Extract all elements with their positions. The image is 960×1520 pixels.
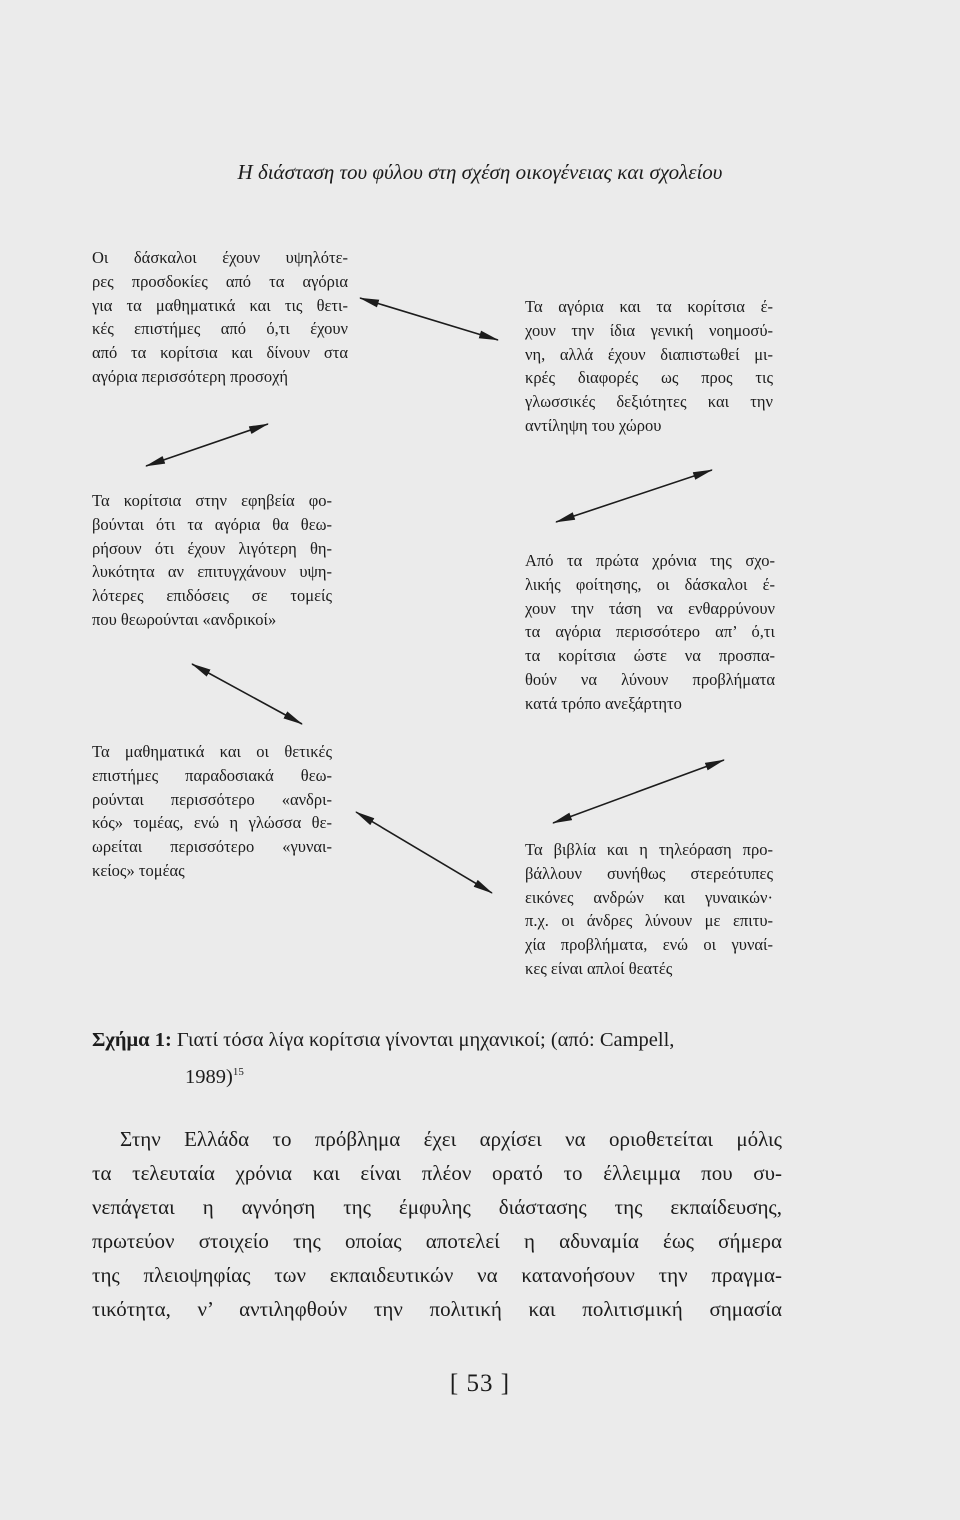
running-header: Η διάσταση του φύλου στη σχέση οικογένειας και σχολείου	[237, 160, 723, 184]
body-line: της πλειοψηφίας των εκπαιδευτικών να κατανοήσουν την πραγμα-	[92, 1263, 782, 1287]
box-line: που θεωρούνται «ανδρικοί»	[92, 609, 277, 629]
box-line: ρες προσδοκίες από τα αγόρια	[92, 271, 348, 291]
box-line: Τα αγόρια και τα κορίτσια έ-	[525, 297, 773, 316]
diagram-box-adolescent-fears	[92, 489, 332, 632]
box-line: επιστήμες παραδοσιακά θεω-	[92, 765, 332, 785]
footnote-marker: 15	[232, 1066, 244, 1078]
box-line: λότερες επιδόσεις σε τομείς	[92, 586, 332, 606]
box-line: χία προβλήματα, ενώ οι γυναί-	[525, 935, 773, 955]
double-arrow-icon	[360, 298, 498, 340]
diagram-box-early-school-years	[525, 549, 775, 716]
body-line: Στην Ελλάδα το πρόβλημα έχει αρχίσει να οριοθετείται μόλις	[120, 1127, 782, 1151]
body-line: τα τελευταία χρόνια και είναι πλέον ορατό το έλλειμμα που συ-	[92, 1161, 782, 1185]
box-line: κρές διαφορές ως προς τις	[525, 368, 773, 388]
box-line: Τα βιβλία και η τηλεόραση προ-	[525, 840, 773, 859]
box-line: αγόρια περισσότερη προσοχή	[92, 366, 289, 386]
box-line: γλωσσικές δεξιότητες και την	[525, 392, 773, 412]
body-line: τικότητα, ν’ αντιληφθούν την πολιτική και πολιτισμική σημασία	[92, 1297, 782, 1321]
caption-year: 1989)	[185, 1065, 233, 1088]
diagram-box-gendered-subjects	[92, 740, 332, 883]
box-line: ωρείται περισσότερο «γυναι-	[92, 837, 332, 857]
diagram-box-media-stereotypes	[525, 838, 773, 981]
caption-text: Γιατί τόσα λίγα κορίτσια γίνονται μηχανικοί; (από: Campell,	[171, 1029, 675, 1051]
box-line: Από τα πρώτα χρόνια της σχο-	[525, 551, 775, 570]
body-paragraph	[92, 1122, 782, 1326]
box-line: Τα κορίτσια στην εφηβεία φο-	[92, 491, 332, 510]
box-line: θούν να λύνουν προβλήματα	[525, 669, 775, 689]
box-line: Οι δάσκαλοι έχουν υψηλότε-	[92, 248, 348, 267]
double-arrow-icon	[192, 664, 302, 724]
box-line: π.χ. οι άνδρες λύνουν με επιτυ-	[525, 911, 773, 931]
box-line: λικής φοίτησης, οι δάσκαλοι έ-	[525, 574, 775, 594]
box-line: λυκότητα αν επιτυγχάνουν υψη-	[92, 562, 332, 582]
box-line: βάλλουν συνήθως στερεότυπες	[525, 863, 773, 883]
figure-label: Σχήμα 1:	[92, 1029, 172, 1051]
diagram-box-same-intelligence	[525, 295, 773, 438]
box-line: χουν την ίδια γενική νοημοσύ-	[525, 320, 773, 340]
box-line: ρήσουν ότι έχουν λιγότερη θη-	[92, 538, 332, 558]
box-line: κατά τρόπο ανεξάρτητο	[525, 693, 682, 713]
double-arrow-icon	[553, 760, 724, 823]
box-line: εικόνες ανδρών και γυναικών·	[525, 887, 773, 907]
box-line: αντίληψη του χώρου	[525, 415, 662, 435]
box-line: βούνται ότι τα αγόρια θα θεω-	[92, 514, 332, 534]
body-line: πρωτεύον στοιχείο της οποίας αποτελεί η αδυναμία έως σήμερα	[92, 1229, 782, 1253]
figure-caption	[92, 1024, 782, 1093]
box-line: χουν την τάση να ενθαρρύνουν	[525, 598, 775, 618]
box-line: τα κορίτσια ώστε να προσπα-	[525, 646, 775, 666]
box-line: κός» τομέας, ενώ η γλώσσα θε-	[92, 813, 332, 833]
body-line: νεπάγεται η αγνόηση της έμφυλης διάστασης της εκπαίδευσης,	[92, 1195, 782, 1219]
box-line: κείος» τομέας	[92, 860, 185, 880]
diagram-box-teacher-expectations	[92, 246, 348, 389]
box-line: κές επιστήμες από ό,τι έχουν	[92, 319, 348, 339]
box-line: ρούνται περισσότερο «ανδρι-	[92, 789, 332, 809]
box-line: τα αγόρια περισσότερο απ’ ό,τι	[525, 622, 775, 642]
double-arrow-icon	[556, 470, 712, 522]
box-line: Τα μαθηματικά και οι θετικές	[92, 742, 332, 761]
box-line: κες είναι απλοί θεατές	[525, 958, 673, 978]
page-number: [ 53 ]	[449, 1370, 511, 1397]
box-line: από τα κορίτσια και δίνουν στα	[92, 343, 348, 363]
double-arrow-icon	[146, 424, 268, 466]
box-line: νη, αλλά έχουν διαπιστωθεί μι-	[525, 344, 773, 364]
caption-line	[92, 1024, 782, 1056]
caption-continuation	[92, 1056, 782, 1093]
double-arrow-icon	[356, 812, 492, 893]
box-line: για τα μαθηματικά και τις θετι-	[92, 295, 348, 315]
